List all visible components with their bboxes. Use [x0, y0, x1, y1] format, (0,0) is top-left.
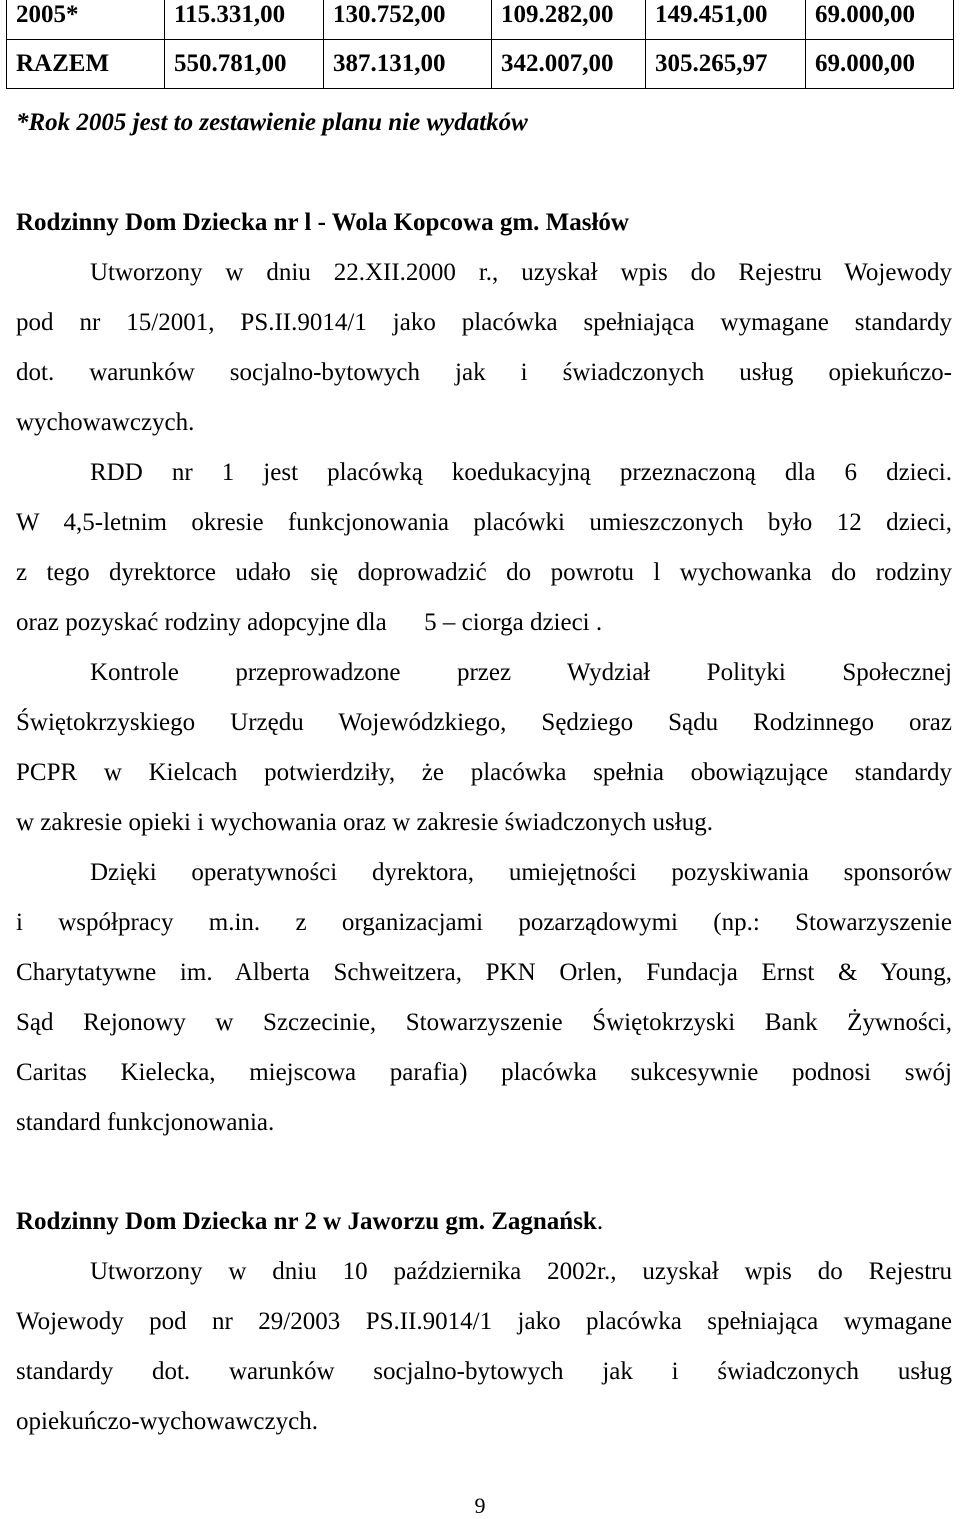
table-cell: 149.451,00 [646, 0, 806, 40]
paragraph-line: PCPR w Kielcach potwierdziły, że placówka spełnia obowiązujące standardy [16, 759, 952, 786]
paragraph-line: Utworzony w dniu 22.XII.2000 r., uzyskał wpis do Rejestru Wojewody [90, 259, 952, 286]
page-number: 9 [474, 1493, 486, 1518]
paragraph-line: W 4,5-letnim okresie funkcjonowania placówki umieszczonych było 12 dzieci, [16, 509, 952, 536]
table-cell: 115.331,00 [165, 0, 324, 40]
table-cell: 342.007,00 [492, 40, 646, 89]
paragraph-line: opiekuńczo-wychowawczych. [16, 1408, 318, 1435]
paragraph-line: Kontrole przeprowadzone przez Wydział Polityki Społecznej [90, 659, 952, 686]
table-row [7, 0, 954, 40]
paragraph-line: Świętokrzyskiego Urzędu Wojewódzkiego, Sędziego Sądu Rodzinnego oraz [16, 709, 952, 736]
table-cell: 109.282,00 [492, 0, 646, 40]
paragraph-line: standard funkcjonowania. [16, 1109, 275, 1136]
expense-table [6, 0, 954, 89]
table-cell: 130.752,00 [324, 0, 492, 40]
paragraph-line: w zakresie opieki i wychowania oraz w zakresie świadczonych usług. [16, 809, 713, 836]
table-cell: 2005* [7, 0, 165, 40]
section-heading-suffix: . [596, 1208, 604, 1235]
section-heading-rdd2 [16, 1207, 952, 1237]
paragraph-line: Charytatywne im. Alberta Schweitzera, PKN Orlen, Fundacja Ernst & Young, [16, 959, 952, 986]
table-cell: 550.781,00 [165, 40, 324, 89]
paragraph-line: i współpracy m.in. z organizacjami pozarządowymi (np.: Stowarzyszenie [16, 909, 952, 936]
table-row [7, 40, 954, 89]
paragraph-line: dot. warunków socjalno-bytowych jak i świadczonych usług opiekuńczo- [16, 359, 952, 386]
table-cell: 69.000,00 [806, 40, 954, 89]
paragraph-line: Caritas Kielecka, miejscowa parafia) placówka sukcesywnie podnosi swój [16, 1059, 952, 1086]
paragraph-line: Dzięki operatywności dyrektora, umiejętności pozyskiwania sponsorów [90, 859, 952, 886]
paragraph-line: Utworzony w dniu 10 października 2002r., uzyskał wpis do Rejestru [90, 1258, 952, 1285]
section-heading-rdd1: Rodzinny Dom Dziecka nr l - Wola Kopcowa gm. Masłów [16, 209, 629, 236]
table-cell: RAZEM [7, 40, 165, 89]
section-heading-text: Rodzinny Dom Dziecka nr 2 w Jaworzu gm. Zagnańsk [16, 1208, 597, 1235]
paragraph-line: z tego dyrektorce udało się doprowadzić do powrotu l wychowanka do rodziny [16, 559, 952, 586]
paragraph-line: standardy dot. warunków socjalno-bytowych jak i świadczonych usług [16, 1358, 952, 1385]
paragraph-line: wychowawczych. [16, 409, 195, 436]
table-cell: 69.000,00 [806, 0, 954, 40]
paragraph-line: Sąd Rejonowy w Szczecinie, Stowarzyszenie Świętokrzyski Bank Żywności, [16, 1009, 952, 1036]
table-cell: 305.265,97 [646, 40, 806, 89]
paragraph-line: Wojewody pod nr 29/2003 PS.II.9014/1 jako placówka spełniająca wymagane [16, 1308, 952, 1335]
paragraph-line: RDD nr 1 jest placówką koedukacyjną przeznaczoną dla 6 dzieci. [90, 459, 952, 486]
table-footnote: *Rok 2005 jest to zestawienie planu nie wydatków [16, 109, 528, 136]
paragraph-line: pod nr 15/2001, PS.II.9014/1 jako placówka spełniająca wymagane standardy [16, 309, 952, 336]
table-cell: 387.131,00 [324, 40, 492, 89]
paragraph-line: oraz pozyskać rodziny adopcyjne dla 5 – ciorga dzieci . [16, 609, 603, 636]
